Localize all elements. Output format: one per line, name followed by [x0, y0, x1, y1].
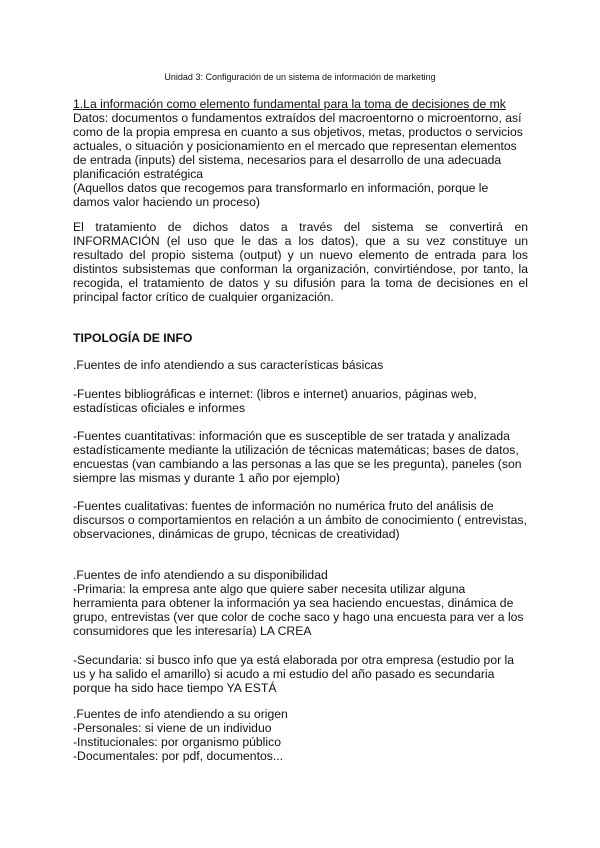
documentales-item: -Documentales: por pdf, documentos... [73, 749, 284, 763]
primaria-paragraph: -Primaria: la empresa ante algo que quiere saber necesita utilizar alguna herramienta para obtener la información ya sea haciendo encuestas, dinámica de grupo, entrevistas (ver que color de coche saco y hago una encuesta para ver a los consumidores que les interesaría) LA CREA [73, 582, 524, 638]
tratamiento-text: El tratamiento de dichos datos a través del sistema se convertirá en INFORMACIÓN (el uso que le das a los datos), que a su vez constituye un resultado del propio sistema (output) y un nuevo elemento de entrada para los distintos subsistemas que conforman la organización, convirtiéndose, por tanto, la recogida, el tratamiento de datos y su difusión para la toma de decisiones en el principal factor crítico de cualquier organización. [73, 220, 528, 304]
origen-block [73, 707, 528, 763]
section1-title: 1.La información como elemento fundamental para la toma de decisiones de mk [73, 97, 506, 111]
group3-title: .Fuentes de info atendiendo a su origen [73, 707, 288, 721]
institucionales-item: -Institucionales: por organismo público [73, 735, 281, 749]
cuantitativas-paragraph: -Fuentes cuantitativas: información que es susceptible de ser tratada y analizada estadísticamente mediante la utilización de técnicas matemáticas; bases de datos, encuestas (van cambiando a las personas a las que se les pregunta), paneles (son siempre las mismas y durante 1 año por ejemplo) [73, 429, 522, 485]
group2-title: .Fuentes de info atendiendo a su disponibilidad [73, 568, 328, 582]
group1-title: .Fuentes de info atendiendo a sus características básicas [73, 358, 384, 372]
section1-block [73, 97, 528, 209]
cualitativas-paragraph: -Fuentes cualitativas: fuentes de información no numérica fruto del análisis de discursos o comportamientos en relación a un ámbito de conocimiento ( entrevistas, observaciones, dinámicas de grupo, técnicas de creatividad) [73, 499, 527, 541]
unit-header: Unidad 3: Configuración de un sistema de información de marketing [164, 72, 436, 82]
bibliograficas-paragraph: -Fuentes bibliográficas e internet: (libros e internet) anuarios, páginas web, estadísticas oficiales e informes [73, 387, 477, 415]
tratamiento-paragraph [73, 220, 528, 304]
datos-definition: Datos: documentos o fundamentos extraídos del macroentorno o microentorno, así como de la propia empresa en cuanto a sus objetivos, metas, productos o servicios actuales, o situación y posicionamiento en el mercado que representan elementos de entrada (inputs) del sistema, necesarios para el desarrollo de una adecuada planificación estratégica [73, 111, 523, 181]
secundaria-paragraph: -Secundaria: si busco info que ya está elaborada por otra empresa (estudio por la us y ha salido el amarillo) si acudo a mi estudio del año pasado es secundaria porque ha sido hace tiempo YA ESTÁ [73, 653, 515, 695]
personales-item: -Personales: si viene de un individuo [73, 721, 272, 735]
disponibilidad-block [73, 568, 528, 638]
tipologia-heading: TIPOLOGÍA DE INFO [73, 331, 193, 345]
datos-note: (Aquellos datos que recogemos para transformarlo en información, porque le damos valor haciendo un proceso) [73, 181, 489, 209]
